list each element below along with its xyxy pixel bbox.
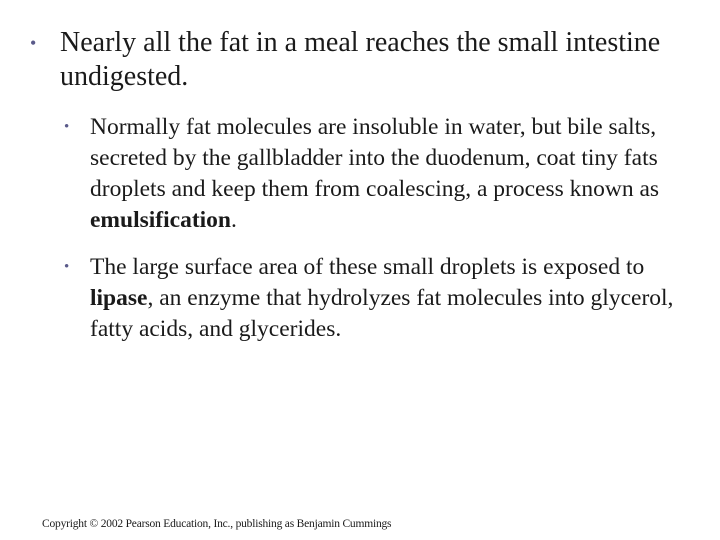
sub-bullet-text-end: .	[231, 207, 237, 233]
sub-bullet-text	[90, 112, 694, 236]
bullet-dot-icon: •	[64, 119, 70, 135]
sub-bullet-emulsification	[64, 112, 694, 236]
bullet-dot-icon: •	[30, 33, 37, 53]
term-lipase: lipase	[90, 285, 148, 311]
sub-bullet-lipase	[64, 252, 694, 345]
sub-bullet-text-start: Normally fat molecules are insoluble in water, but bile salts, secreted by the gallbladder into the duodenum, coat tiny fats droplets and keep them from coalescing, a process known as	[90, 114, 660, 202]
copyright-footer: Copyright © 2002 Pearson Education, Inc., publishing as Benjamin Cummings	[42, 518, 392, 530]
term-emulsification: emulsification	[90, 207, 231, 233]
sub-bullet-text-end: , an enzyme that hydrolyzes fat molecules into glycerol, fatty acids, and glycerides.	[90, 285, 674, 342]
main-bullet	[30, 26, 670, 94]
sub-bullet-text	[90, 252, 694, 345]
bullet-dot-icon: •	[64, 259, 70, 275]
main-bullet-text: Nearly all the fat in a meal reaches the small intestine undigested.	[60, 27, 661, 92]
sub-bullet-text-start: The large surface area of these small droplets is exposed to	[90, 254, 645, 280]
